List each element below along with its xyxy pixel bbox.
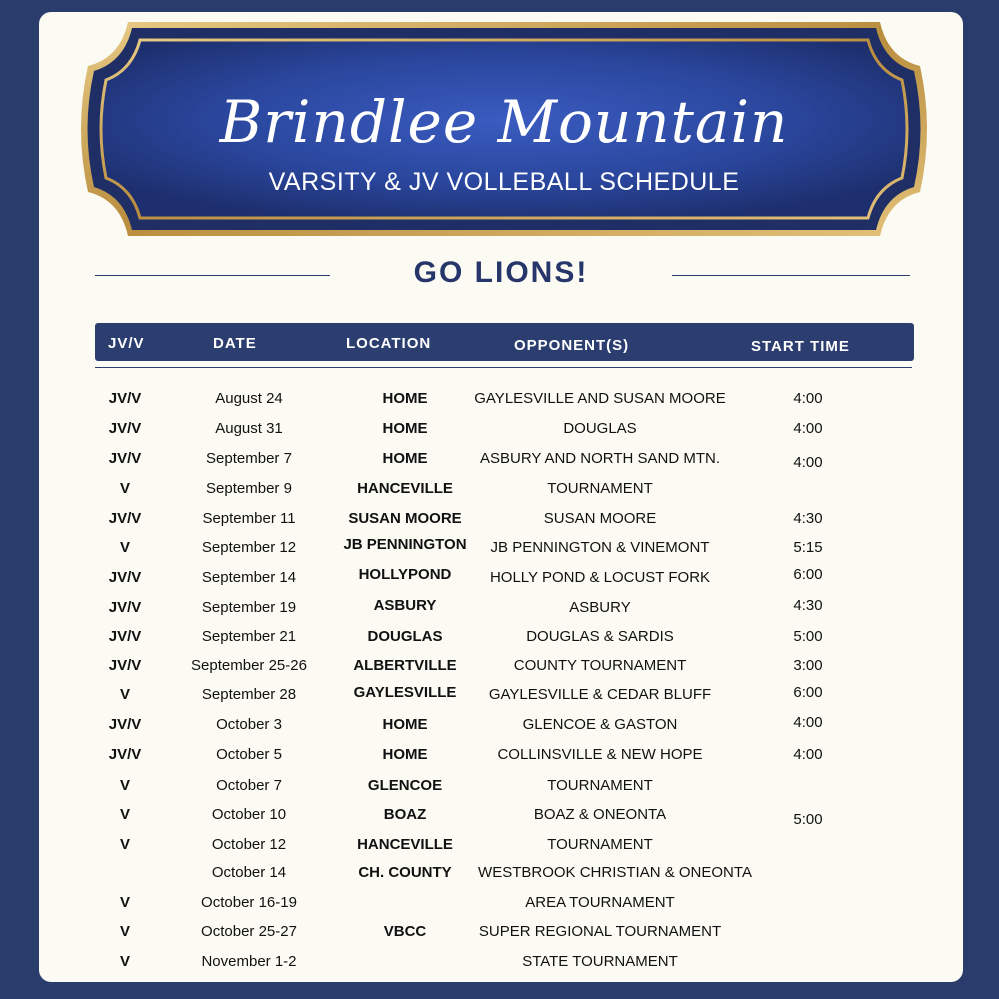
row-time: 5:00 <box>793 811 823 828</box>
row-date: September 9 <box>206 480 292 497</box>
row-opponent: ASBURY <box>569 599 631 616</box>
row-time: 4:00 <box>793 714 823 731</box>
table-header <box>95 323 914 361</box>
row-level: V <box>119 923 130 940</box>
row-time: 4:30 <box>793 510 823 527</box>
row-opponent: HOLLY POND & LOCUST FORK <box>489 569 711 586</box>
row-date: September 28 <box>201 686 297 703</box>
row-time: 4:00 <box>793 454 823 471</box>
row-opponent: TOURNAMENT <box>547 836 653 853</box>
table-row <box>0 507 999 533</box>
row-level: JV/V <box>108 628 142 645</box>
row-location: HOME <box>382 420 428 437</box>
row-location: BOAZ <box>383 806 427 823</box>
row-location: HOLLYPOND <box>358 566 452 583</box>
row-level: V <box>119 777 130 794</box>
table-row <box>0 536 999 562</box>
row-date: October 12 <box>211 836 287 853</box>
row-level: JV/V <box>108 390 142 407</box>
table-row <box>0 713 999 739</box>
divider-left <box>95 275 330 276</box>
row-opponent: SUSAN MOORE <box>543 510 657 527</box>
row-date: October 7 <box>216 777 282 794</box>
row-opponent: COLLINSVILLE & NEW HOPE <box>497 746 703 763</box>
row-date: October 10 <box>211 806 287 823</box>
row-time: 4:30 <box>793 597 823 614</box>
row-location: HOME <box>382 450 428 467</box>
row-opponent: GLENCOE & GASTON <box>522 716 678 733</box>
table-row <box>0 920 999 946</box>
row-time: 4:00 <box>793 390 823 407</box>
row-date: November 1-2 <box>201 953 297 970</box>
header-start-time: START TIME <box>751 338 850 355</box>
row-level: JV/V <box>108 657 142 674</box>
row-date: August 24 <box>215 390 283 407</box>
row-level: JV/V <box>108 450 142 467</box>
row-level: V <box>119 480 130 497</box>
row-location: SUSAN MOORE <box>348 510 462 527</box>
row-date: August 31 <box>215 420 283 437</box>
row-opponent: DOUGLAS & SARDIS <box>526 628 674 645</box>
header-date: DATE <box>213 335 257 352</box>
row-date: September 12 <box>201 539 297 556</box>
row-opponent: JB PENNINGTON & VINEMONT <box>490 539 710 556</box>
row-time: 5:15 <box>793 539 823 556</box>
row-level: V <box>119 894 130 911</box>
row-level: V <box>119 953 130 970</box>
row-level: V <box>119 539 130 556</box>
table-row <box>0 387 999 413</box>
table-row <box>0 596 999 622</box>
row-level: V <box>119 686 130 703</box>
banner-title: Brindlee Mountain <box>219 88 789 156</box>
row-opponent: ASBURY AND NORTH SAND MTN. <box>479 450 721 467</box>
row-time: 6:00 <box>793 684 823 701</box>
row-level: JV/V <box>108 716 142 733</box>
row-location: HOME <box>382 390 428 407</box>
row-location: DOUGLAS <box>367 628 443 645</box>
row-location: HANCEVILLE <box>357 836 453 853</box>
header-location: LOCATION <box>346 335 432 352</box>
table-row <box>0 950 999 976</box>
row-location: HANCEVILLE <box>357 480 453 497</box>
table-row <box>0 774 999 800</box>
table-row <box>0 654 999 680</box>
banner-subtitle: VARSITY & JV VOLLEBALL SCHEDULE <box>268 168 740 196</box>
row-location: GLENCOE <box>367 777 443 794</box>
table-row <box>0 625 999 651</box>
row-opponent: SUPER REGIONAL TOURNAMENT <box>478 923 722 940</box>
title-banner <box>70 18 938 240</box>
row-date: September 19 <box>201 599 297 616</box>
row-level: JV/V <box>108 746 142 763</box>
table-row <box>0 803 999 829</box>
row-level: JV/V <box>108 599 142 616</box>
row-opponent: COUNTY TOURNAMENT <box>513 657 687 674</box>
table-row <box>0 417 999 443</box>
row-location: CH. COUNTY <box>358 864 452 881</box>
divider-right <box>672 275 910 276</box>
row-date: October 14 <box>211 864 287 881</box>
tagline: GO LIONS! <box>413 256 589 289</box>
row-date: October 5 <box>216 746 282 763</box>
row-opponent: GAYLESVILLE AND SUSAN MOORE <box>474 390 726 407</box>
table-row <box>0 447 999 473</box>
row-location: GAYLESVILLE <box>353 684 457 701</box>
row-date: September 21 <box>201 628 297 645</box>
row-time: 4:00 <box>793 746 823 763</box>
row-opponent: WESTBROOK CHRISTIAN & ONEONTA <box>478 864 752 881</box>
header-underline <box>95 367 912 368</box>
row-opponent: STATE TOURNAMENT <box>522 953 678 970</box>
row-opponent: DOUGLAS <box>563 420 637 437</box>
row-opponent: AREA TOURNAMENT <box>525 894 675 911</box>
row-date: September 25-26 <box>191 657 307 674</box>
header-level: JV/V <box>108 335 145 352</box>
row-opponent: TOURNAMENT <box>547 480 653 497</box>
row-location: HOME <box>382 716 428 733</box>
row-time: 4:00 <box>793 420 823 437</box>
row-date: October 25-27 <box>201 923 297 940</box>
row-date: October 3 <box>216 716 282 733</box>
row-level: JV/V <box>108 569 142 586</box>
table-row <box>0 683 999 709</box>
row-opponent: GAYLESVILLE & CEDAR BLUFF <box>488 686 712 703</box>
row-time: 3:00 <box>793 657 823 674</box>
row-location: HOME <box>382 746 428 763</box>
row-location: JB PENNINGTON <box>343 536 467 553</box>
row-level: V <box>119 806 130 823</box>
row-date: October 16-19 <box>201 894 297 911</box>
row-level: JV/V <box>108 510 142 527</box>
table-row <box>0 861 999 887</box>
row-date: September 14 <box>201 569 297 586</box>
row-location: VBCC <box>383 923 427 940</box>
table-row <box>0 833 999 859</box>
row-level: V <box>119 836 130 853</box>
table-row <box>0 891 999 917</box>
row-level: JV/V <box>108 420 142 437</box>
row-time: 6:00 <box>793 566 823 583</box>
row-date: September 11 <box>202 510 296 527</box>
table-row <box>0 566 999 592</box>
table-row <box>0 743 999 769</box>
row-date: September 7 <box>206 450 292 467</box>
row-location: ASBURY <box>373 597 437 614</box>
row-opponent: TOURNAMENT <box>547 777 653 794</box>
header-opponents: OPPONENT(S) <box>514 337 630 354</box>
row-opponent: BOAZ & ONEONTA <box>533 806 667 823</box>
row-location: ALBERTVILLE <box>353 657 457 674</box>
table-row <box>0 477 999 503</box>
row-time: 5:00 <box>793 628 823 645</box>
